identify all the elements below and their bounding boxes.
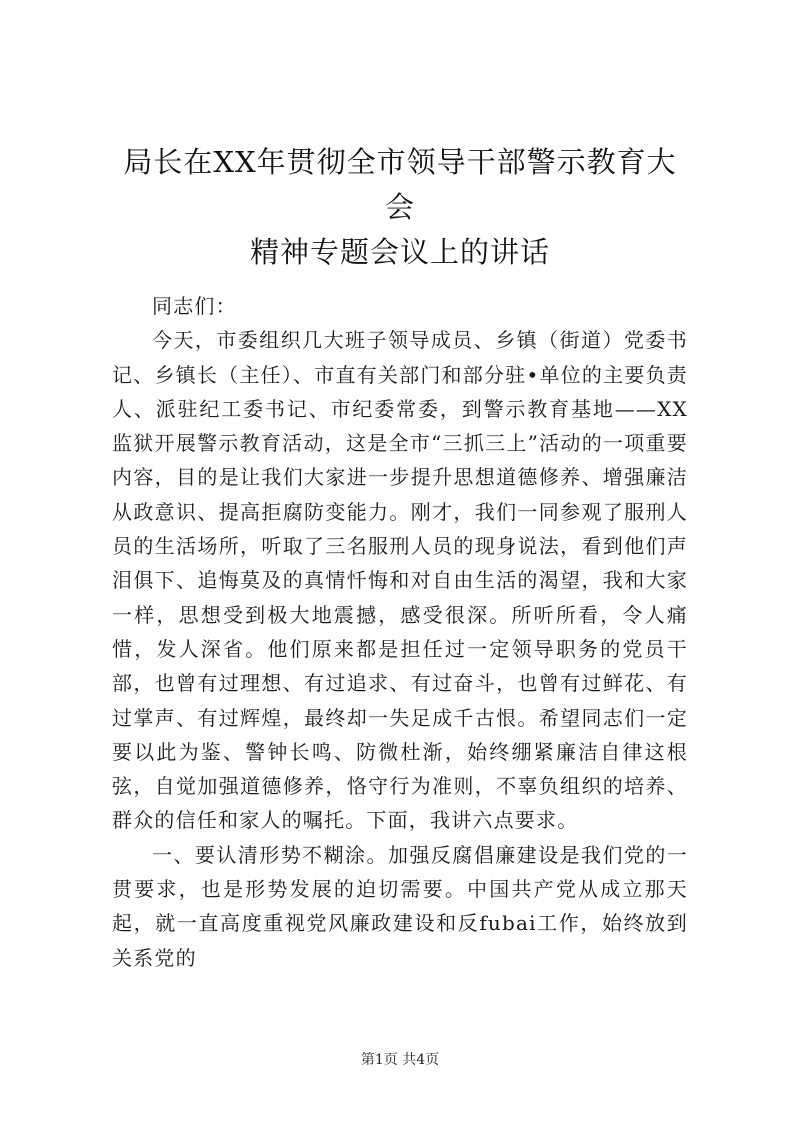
document-title <box>112 140 688 275</box>
title-line-2: 精神专题会议上的讲话 <box>249 235 550 269</box>
document-body <box>112 289 688 975</box>
body-paragraph: 今天，市委组织几大班子领导成员、乡镇（街道）党委书记、乡镇长（主任）、市直有关部门和部分驻•单位的主要负责人、派驻纪工委书记、市纪委常委，到警示教育基地——XX监狱开展警示教育活动，这是全市“三抓三上”活动的一项重要内容，目的是让我们大家进一步提升思想道德修养、增强廉洁从政意识、提高拒腐防变能力。刚才，我们一同参观了服刑人员的生活场所，听取了三名服刑人员的现身说法，看到他们声泪俱下、追悔莫及的真情忏悔和对自由生活的渴望，我和大家一样，思想受到极大地震撼，感受很深。所听所看，令人痛惜，发人深省。他们原来都是担任过一定领导职务的党员干部，也曾有过理想、有过追求、有过奋斗，也曾有过鲜花、有过掌声、有过辉煌，最终却一失足成千古恨。希望同志们一定要以此为鉴、警钟长鸣、防微杜渐，始终绷紧廉洁自律这根弦，自觉加强道德修养，恪守行为准则，不辜负组织的培养、群众的信任和家人的嘱托。下面，我讲六点要求。 <box>112 328 688 833</box>
salutation-paragraph: 同志们： <box>152 294 237 318</box>
page-number: 第1页 共4页 <box>360 1052 440 1068</box>
page-footer <box>0 1050 800 1070</box>
title-line-1: 局长在XX年贯彻全市领导干部警示教育大会 <box>123 145 677 224</box>
body-paragraph: 一、要认清形势不糊涂。加强反腐倡廉建设是我们党的一贯要求，也是形势发展的迫切需要。中国共产党从成立那天起，就一直高度重视党风廉政建设和反fubai工作，始终放到关系党的 <box>112 842 688 970</box>
